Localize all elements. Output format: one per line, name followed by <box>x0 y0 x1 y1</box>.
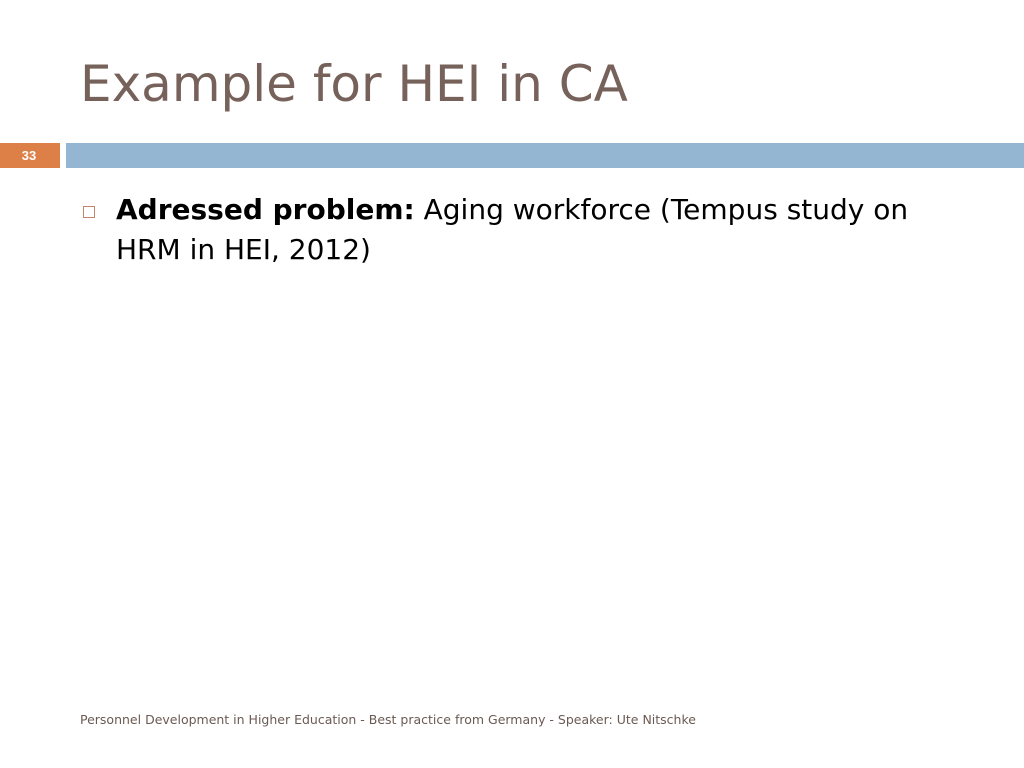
bullet-heading: Adressed problem: <box>116 193 415 226</box>
header-accent-bar <box>66 143 1024 168</box>
slide-number-badge <box>0 143 60 168</box>
slide-footer: Personnel Development in Higher Education - Best practice from Germany - Speaker: Ute Nitschke <box>80 712 696 727</box>
slide-title: Example for HEI in CA <box>80 55 628 113</box>
bullet-item <box>80 190 980 270</box>
square-bullet-icon <box>83 206 95 218</box>
slide-number: 33 <box>21 148 37 163</box>
slide-content <box>80 190 980 270</box>
bullet-text: Aging workforce (Tempus study on HRM in HEI, 2012) <box>116 193 909 266</box>
